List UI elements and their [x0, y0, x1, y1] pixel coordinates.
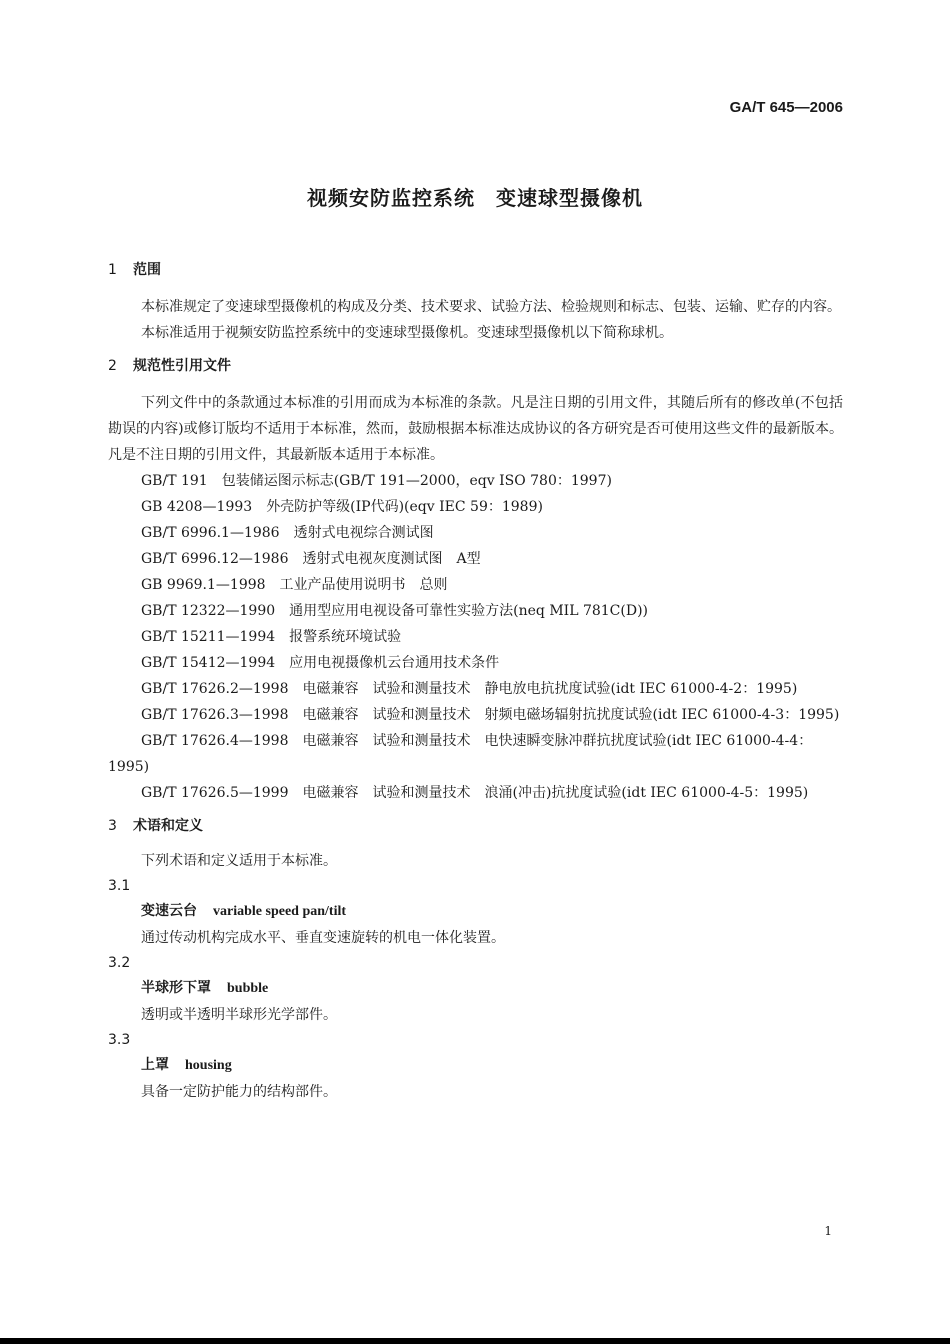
reference-item	[108, 728, 843, 780]
reference-item	[108, 624, 843, 650]
reference-text: 报警系统环境试验	[289, 629, 402, 645]
reference-code: GB/T 17626.4—1998	[141, 733, 289, 749]
reference-code: GB/T 191	[141, 473, 208, 489]
term-number: 3.2	[108, 955, 131, 971]
reference-code: GB/T 17626.3—1998	[141, 707, 289, 723]
term-definition: 具备一定防护能力的结构部件。	[141, 1084, 337, 1100]
reference-item	[108, 702, 843, 728]
document-title: 视频安防监控系统 变速球型摄像机	[307, 186, 643, 210]
term-en: variable speed pan/tilt	[213, 904, 347, 919]
reference-text: 外壳防护等级(IP代码)(eqv IEC 59：1989)	[266, 499, 543, 515]
reference-item	[108, 676, 843, 702]
terms-intro: 下列术语和定义适用于本标准。	[141, 853, 337, 869]
reference-code: GB/T 6996.1—1986	[141, 525, 280, 541]
term-entry	[108, 1052, 843, 1079]
reference-text: 透射式电视综合测试图	[293, 525, 434, 541]
term-zh: 上罩	[141, 1057, 169, 1073]
reference-text: 电磁兼容 试验和测量技术 射频电磁场辐射抗扰度试验(idt IEC 61000-4-3：1995)	[302, 707, 840, 723]
reference-code: GB 9969.1—1998	[141, 577, 266, 593]
term-definition: 透明或半透明半球形光学部件。	[141, 1007, 337, 1023]
term-entry	[108, 898, 843, 925]
section-number: 1	[108, 262, 117, 278]
term-zh: 变速云台	[141, 903, 197, 919]
reference-text: 电磁兼容 试验和测量技术 浪涌(冲击)抗扰度试验(idt IEC 61000-4-5：1995)	[302, 785, 809, 801]
term-definition: 通过传动机构完成水平、垂直变速旋转的机电一体化装置。	[141, 930, 505, 946]
section-title: 范围	[133, 262, 161, 278]
section-number: 3	[108, 818, 117, 834]
reference-text: 应用电视摄像机云台通用技术条件	[289, 655, 500, 671]
section-title: 规范性引用文件	[133, 358, 231, 374]
reference-item	[108, 468, 843, 494]
term-number: 3.3	[108, 1032, 131, 1048]
section-number: 2	[108, 358, 117, 374]
term-en: housing	[185, 1058, 232, 1073]
reference-item	[108, 780, 843, 806]
reference-code: GB/T 17626.2—1998	[141, 681, 289, 697]
section-1-heading	[108, 258, 843, 282]
scope-paragraph-2: 本标准适用于视频安防监控系统中的变速球型摄像机。变速球型摄像机以下简称球机。	[141, 325, 673, 341]
term-number: 3.1	[108, 878, 131, 894]
reference-item	[108, 494, 843, 520]
document-body	[108, 258, 843, 1105]
references-intro: 下列文件中的条款通过本标准的引用而成为本标准的条款。凡是注日期的引用文件，其随后所有的修改单(不包括勘误的内容)或修订版均不适用于本标准，然而，鼓励根据本标准达成协议的各方研究是否可使用这些文件的最新版本。凡是不注日期的引用文件，其最新版本适用于本标准。	[108, 395, 843, 463]
reference-item	[108, 546, 843, 572]
page-number: 1	[824, 1224, 832, 1238]
term-en: bubble	[227, 981, 269, 996]
reference-code: GB/T 17626.5—1999	[141, 785, 289, 801]
reference-code: GB/T 12322—1990	[141, 603, 276, 619]
bottom-border	[0, 1338, 950, 1344]
section-title: 术语和定义	[133, 818, 203, 834]
reference-code: GB 4208—1993	[141, 499, 253, 515]
reference-text: 通用型应用电视设备可靠性实验方法(neq MIL 781C(D))	[289, 603, 648, 619]
reference-code: GB/T 6996.12—1986	[141, 551, 289, 567]
term-zh: 半球形下罩	[141, 980, 211, 996]
reference-item	[108, 650, 843, 676]
reference-item	[108, 520, 843, 546]
reference-text: 包装储运图示标志(GB/T 191—2000，eqv ISO 780：1997)	[221, 473, 612, 489]
reference-text: 电磁兼容 试验和测量技术 电快速瞬变脉冲群抗扰度试验(idt IEC 61000-4-4：1995)	[108, 733, 813, 775]
standard-code: GA/T 645—2006	[729, 99, 843, 116]
reference-item	[108, 598, 843, 624]
term-entry	[108, 975, 843, 1002]
section-2-heading	[108, 354, 843, 378]
reference-text: 工业产品使用说明书 总则	[279, 577, 448, 593]
reference-item	[108, 572, 843, 598]
reference-text: 透射式电视灰度测试图 A型	[302, 551, 481, 567]
reference-code: GB/T 15211—1994	[141, 629, 276, 645]
scope-paragraph-1: 本标准规定了变速球型摄像机的构成及分类、技术要求、试验方法、检验规则和标志、包装、运输、贮存的内容。	[141, 299, 841, 315]
reference-code: GB/T 15412—1994	[141, 655, 276, 671]
section-3-heading	[108, 814, 843, 838]
reference-text: 电磁兼容 试验和测量技术 静电放电抗扰度试验(idt IEC 61000-4-2：1995)	[302, 681, 798, 697]
